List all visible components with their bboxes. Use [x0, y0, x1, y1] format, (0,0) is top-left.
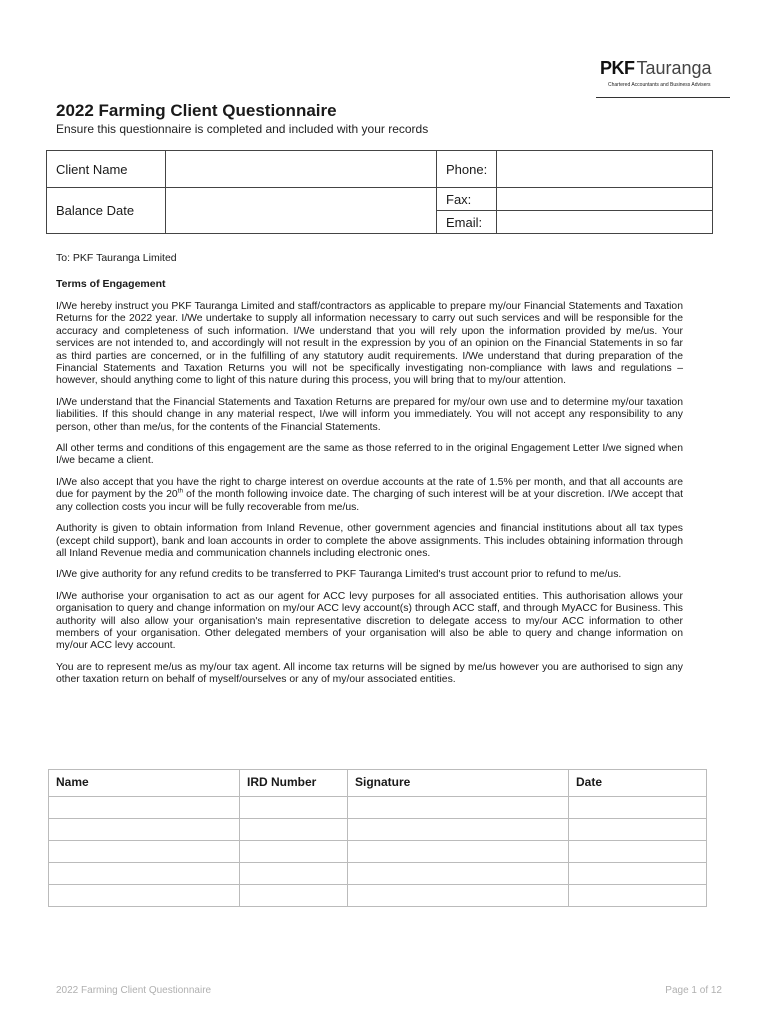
name-cell[interactable]	[49, 885, 240, 907]
fax-label: Fax:	[437, 188, 497, 211]
name-header: Name	[49, 770, 240, 797]
signature-cell[interactable]	[348, 885, 569, 907]
logo-brand: PKF	[600, 58, 635, 78]
date-cell[interactable]	[569, 841, 707, 863]
ird-cell[interactable]	[240, 885, 348, 907]
balance-date-field[interactable]	[166, 188, 437, 234]
date-cell[interactable]	[569, 885, 707, 907]
terms-paragraph: I/We understand that the Financial Statements and Taxation Returns are prepared for my/our own use and to determine my/our taxation liabilities. If this should change in any material respect, I/we will inform you immediately. You will not accept any responsibility to any person, other than me/us, for the contents of the Financial Statements.	[56, 396, 683, 433]
name-cell[interactable]	[49, 863, 240, 885]
date-cell[interactable]	[569, 863, 707, 885]
signature-cell[interactable]	[348, 841, 569, 863]
terms-paragraph-interest	[56, 477, 683, 514]
email-field[interactable]	[497, 211, 713, 234]
ird-cell[interactable]	[240, 863, 348, 885]
page-number: Page 1 of 12	[665, 985, 722, 996]
terms-paragraph: I/We authorise your organisation to act as our agent for ACC levy purposes for all associated entities. This authorisation allows your organisation to query and change information on my/our ACC levy account(s) through ACC staff, and through MyACC for Business. This authority will also allow your organisation's main representative discretion to delegate access to my/our ACC information to other members of your organisation. Other delegated members of your organisation will also be able to query and change information on my/our ACC levy account.	[56, 590, 683, 652]
to-line: To: PKF Tauranga Limited	[56, 252, 177, 264]
terms-body	[56, 301, 683, 696]
signature-cell[interactable]	[348, 819, 569, 841]
ordinal-suffix: th	[177, 487, 184, 495]
footer-title: 2022 Farming Client Questionnaire	[56, 985, 212, 996]
fax-field[interactable]	[497, 188, 713, 211]
interest-text-b: of the month following invoice date. The charging of such interest will be at your discretion. I/We accept that any collection costs you incur will be fully recoverable from me/us.	[56, 489, 683, 513]
table-row	[49, 819, 707, 841]
header-divider	[596, 97, 730, 98]
table-row	[49, 797, 707, 819]
signature-cell[interactable]	[348, 797, 569, 819]
client-details-table	[46, 150, 713, 234]
name-cell[interactable]	[49, 797, 240, 819]
table-row	[49, 885, 707, 907]
date-cell[interactable]	[569, 797, 707, 819]
signature-table	[48, 769, 707, 907]
date-header: Date	[569, 770, 707, 797]
phone-label: Phone:	[437, 151, 497, 188]
ird-number-header: IRD Number	[240, 770, 348, 797]
name-cell[interactable]	[49, 841, 240, 863]
interest-text-a: I/We also accept that you have the right to charge interest on overdue accounts at the rate of 1.5% per month, and that all accounts are due for payment by the 20	[56, 476, 683, 501]
ird-cell[interactable]	[240, 819, 348, 841]
logo-city: Tauranga	[636, 58, 712, 78]
page-subtitle: Ensure this questionnaire is completed and included with your records	[56, 122, 429, 136]
page-title: 2022 Farming Client Questionnaire	[56, 101, 337, 120]
terms-paragraph: I/We hereby instruct you PKF Tauranga Limited and staff/contractors as applicable to prepare my/our Financial Statements and Taxation Returns for the 2022 year. I/We undertake to supply all information necessary to carry out such services and will be responsible for the accuracy and completeness of such information. I/We understand that you will rely upon the information provided by me/us. Your services are not intended to, and accordingly will not result in the expression by you of an opinion on the Financial Statements in so far as third parties are concerned, or in the fulfilling of any statutory audit requirements. I/We understand that during preparation of the Financial Statements and Taxation Returns you will not be specifically investigating non-compliance with laws and regulations – however, should anything come to light of this nature during this process, you will bring that to my/our attention.	[56, 301, 683, 387]
signature-cell[interactable]	[348, 863, 569, 885]
ird-cell[interactable]	[240, 797, 348, 819]
email-label: Email:	[437, 211, 497, 234]
client-name-label: Client Name	[47, 151, 166, 188]
signature-header: Signature	[348, 770, 569, 797]
terms-paragraph: You are to represent me/us as my/our tax agent. All income tax returns will be signed by me/us however you are authorised to sign any other taxation return on behalf of myself/ourselves or any of my/our associated entities.	[56, 661, 683, 686]
terms-paragraph: Authority is given to obtain information from Inland Revenue, other government agencies and financial institutions about all tax types (except child support), bank and loan accounts in order to complete the above assignments. This includes obtaining information through all Inland Revenue media and communication channels including electronic ones.	[56, 523, 683, 559]
table-row	[49, 863, 707, 885]
terms-paragraph: All other terms and conditions of this engagement are the same as those referred to in the original Engagement Letter I/we signed when I/we became a client.	[56, 443, 683, 467]
pkf-logo	[600, 58, 732, 88]
client-name-field[interactable]	[166, 151, 437, 188]
balance-date-label: Balance Date	[47, 188, 166, 234]
name-cell[interactable]	[49, 819, 240, 841]
logo-tagline: Chartered Accountants and Business Advisers	[608, 82, 711, 88]
table-row	[49, 841, 707, 863]
terms-heading: Terms of Engagement	[56, 278, 166, 290]
terms-paragraph: I/We give authority for any refund credits to be transferred to PKF Tauranga Limited's trust account prior to refund to me/us.	[56, 569, 622, 581]
date-cell[interactable]	[569, 819, 707, 841]
phone-field[interactable]	[497, 151, 713, 188]
ird-cell[interactable]	[240, 841, 348, 863]
